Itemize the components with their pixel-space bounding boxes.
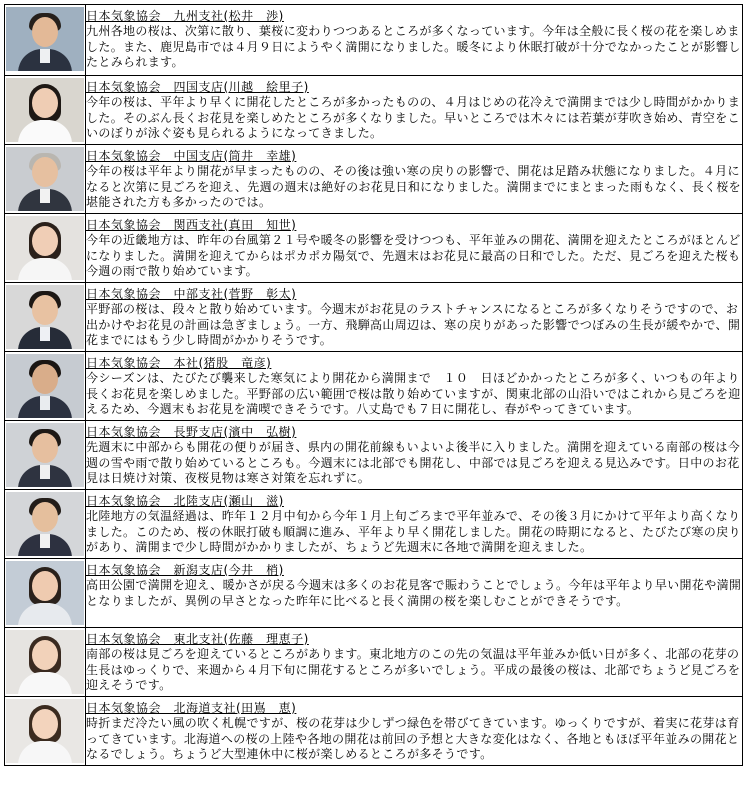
forecaster-row xyxy=(5,559,743,628)
portrait-face xyxy=(32,88,58,118)
forecaster-row xyxy=(5,76,743,145)
comment-cell xyxy=(86,421,743,490)
forecaster-name: 日本気象協会 中国支店(筒井 幸雄) xyxy=(86,149,297,163)
portrait-collar xyxy=(40,396,50,410)
comments-table-body xyxy=(5,5,743,766)
forecaster-name: 日本気象協会 北陸支店(瀬山 滋) xyxy=(86,494,284,508)
photo-cell xyxy=(5,697,86,766)
photo-cell xyxy=(5,145,86,214)
portrait-collar xyxy=(40,120,50,134)
photo-cell xyxy=(5,352,86,421)
forecaster-name: 日本気象協会 四国支店(川越 絵里子) xyxy=(86,80,309,94)
forecaster-row xyxy=(5,214,743,283)
photo-cell xyxy=(5,628,86,697)
forecaster-name: 日本気象協会 長野支店(濱中 弘樹) xyxy=(86,425,297,439)
forecaster-portrait xyxy=(6,7,84,71)
forecaster-portrait xyxy=(6,630,84,694)
forecaster-portrait xyxy=(6,423,84,487)
forecaster-comment: 時折まだ冷たい風の吹く札幌ですが、桜の花芽は少しずつ緑色を帯びてきています。ゆっくりですが、着実に花芽は育ってきています。北海道への桜の上陸や各地の開花は前回の予想と大きな変化はなく、各地ともほぼ平年並みの開花となるでしょう。ちょうど大型連休中に桜が楽しめるところが多そうです。 xyxy=(86,716,740,761)
photo-cell xyxy=(5,214,86,283)
portrait-collar xyxy=(40,465,50,479)
forecaster-comment: 南部の桜は見ごろを迎えているところがあります。東北地方のこの先の気温は平年並みか低い日が多く、北部の花芽の生長はゆっくりで、来週から４月下旬に開花するところが多いでしょう。平成の最後の桜は、北部でちょうど見ごろを迎えそうです。 xyxy=(86,647,741,692)
forecaster-comment: 平野部の桜は、段々と散り始めています。今週末がお花見のラストチャンスになるところが多くなりそうですので、お出かけやお花見の計画は急ぎましょう。一方、飛騨高山周辺は、寒の戻りがあった影響でつぼみの生長が緩やかで、開花までにはもう少し時間がかかりそうです。 xyxy=(86,302,741,347)
forecaster-name: 日本気象協会 関西支社(真田 知世) xyxy=(86,218,297,232)
forecaster-name: 日本気象協会 中部支社(菅野 彰太) xyxy=(86,287,297,301)
portrait-collar xyxy=(40,258,50,272)
forecaster-row xyxy=(5,697,743,766)
portrait-face xyxy=(32,295,58,325)
forecaster-comment: 先週末に中部からも開花の便りが届き、県内の開花前線もいよいよ後半に入りました。満開を迎えている南部の桜は今週の雪や雨で散り始めているところも。今週末には北部でも開花し、中部では見ごろを迎える見込みです。日中のお花見は日焼け対策、夜桜見物は寒さ対策を忘れずに。 xyxy=(86,440,741,485)
forecaster-comment: 今シーズンは、たびたび襲来した寒気により開花から満開まで １０ 日ほどかかったところが多く、いつもの年より長くお花見を楽しめました。平野部の広い範囲で桜は散り始めていますが、関東北部の山沿いではこれから見ごろを迎えるため、今週末もお花見を満喫できそうです。八丈島でも７日に開花し、春がやってきています。 xyxy=(86,371,741,416)
forecaster-portrait xyxy=(6,285,84,349)
forecaster-row xyxy=(5,352,743,421)
photo-cell xyxy=(5,490,86,559)
forecaster-row xyxy=(5,490,743,559)
forecaster-comment: 九州各地の桜は、次第に散り、葉桜に変わりつつあるところが多くなっています。今年は全般に長く桜の花を楽しめました。また、鹿児島市では４月９日にようやく満開になりました。暖冬により休眠打破が十分でなかったことが影響したとみられます。 xyxy=(86,24,741,69)
photo-cell xyxy=(5,559,86,628)
forecaster-portrait xyxy=(6,78,84,142)
forecaster-row xyxy=(5,5,743,76)
forecaster-row xyxy=(5,283,743,352)
forecaster-portrait xyxy=(6,147,84,211)
portrait-collar xyxy=(40,49,50,63)
forecaster-portrait xyxy=(6,354,84,418)
portrait-collar xyxy=(40,741,50,755)
portrait-face xyxy=(32,226,58,256)
forecaster-comment: 高田公園で満開を迎え、暖かさが戻る今週末は多くのお花見客で賑わうことでしょう。今年は平年より早い開花や満開となりましたが、異例の早さとなった昨年に比べると長く満開の桜を楽しむことができそうです。 xyxy=(86,578,742,608)
photo-cell xyxy=(5,283,86,352)
forecaster-portrait xyxy=(6,216,84,280)
forecaster-name: 日本気象協会 本社(猪股 竜彦) xyxy=(86,356,272,370)
comment-cell xyxy=(86,76,743,145)
portrait-collar xyxy=(40,189,50,203)
portrait-face xyxy=(32,640,58,670)
forecaster-name: 日本気象協会 九州支社(松井 渉) xyxy=(86,9,284,23)
portrait-face xyxy=(32,364,58,394)
forecaster-name: 日本気象協会 東北支社(佐藤 理恵子) xyxy=(86,632,309,646)
comment-cell xyxy=(86,145,743,214)
forecaster-comment: 今年の近畿地方は、昨年の台風第２１号や暖冬の影響を受けつつも、平年並みの開花、満開を迎えたところがほとんどになりました。満開を迎えてからはポカポカ陽気で、先週末はお花見に最高の日和でした。ただ、見ごろを迎えた桜も今週の雨で散り始めています。 xyxy=(86,233,741,278)
comment-cell xyxy=(86,352,743,421)
forecaster-portrait xyxy=(6,561,84,625)
comment-cell xyxy=(86,697,743,766)
comment-cell xyxy=(86,214,743,283)
portrait-face xyxy=(32,157,58,187)
portrait-face xyxy=(32,709,58,739)
forecaster-name: 日本気象協会 北海道支社(田嶌 恵) xyxy=(86,701,297,715)
forecaster-row xyxy=(5,421,743,490)
portrait-collar xyxy=(40,603,50,617)
comment-cell xyxy=(86,490,743,559)
photo-cell xyxy=(5,5,86,76)
comment-cell xyxy=(86,283,743,352)
photo-cell xyxy=(5,76,86,145)
portrait-collar xyxy=(40,327,50,341)
forecaster-comment: 今年の桜は平年より開花が早まったものの、その後は強い寒の戻りの影響で、開花は足踏み状態になりました。４月になると次第に見ごろを迎え、先週の週末は絶好のお花見日和になりました。満開までにまとまった雨もなく、長く桜を堪能された方も多かったのでは。 xyxy=(86,164,742,209)
forecaster-comment: 今年の桜は、平年より早くに開花したところが多かったものの、４月はじめの花冷えで満開までは少し時間がかかりました。そのぶん長くお花見を楽しめたところが多くなりました。早いところでは木々には若葉が芽吹き始め、青空をこいのぼりが泳ぐ姿も見られるようになってきました。 xyxy=(86,95,741,140)
portrait-face xyxy=(32,502,58,532)
portrait-collar xyxy=(40,672,50,686)
portrait-collar xyxy=(40,534,50,548)
forecaster-portrait xyxy=(6,492,84,556)
comment-cell xyxy=(86,628,743,697)
forecaster-name: 日本気象協会 新潟支店(今井 梢) xyxy=(86,563,284,577)
comment-cell xyxy=(86,559,743,628)
forecaster-row xyxy=(5,145,743,214)
forecaster-comment: 北陸地方の気温経過は、昨年１２月中旬から今年１月上旬ごろまで平年並みで、その後３月にかけて平年より高くなりました。このため、桜の休眠打破も順調に進み、平年より早く開花しました。開花の時期になると、たびたび寒の戻りがあり、満開まで少し時間がかかりましたが、ちょうど先週末に各地で満開を迎えました。 xyxy=(86,509,741,554)
portrait-face xyxy=(32,433,58,463)
forecaster-comments-table xyxy=(4,4,743,766)
forecaster-portrait xyxy=(6,699,84,763)
photo-cell xyxy=(5,421,86,490)
forecaster-row xyxy=(5,628,743,697)
comment-cell xyxy=(86,5,743,76)
portrait-face xyxy=(32,17,58,47)
portrait-face xyxy=(32,571,58,601)
